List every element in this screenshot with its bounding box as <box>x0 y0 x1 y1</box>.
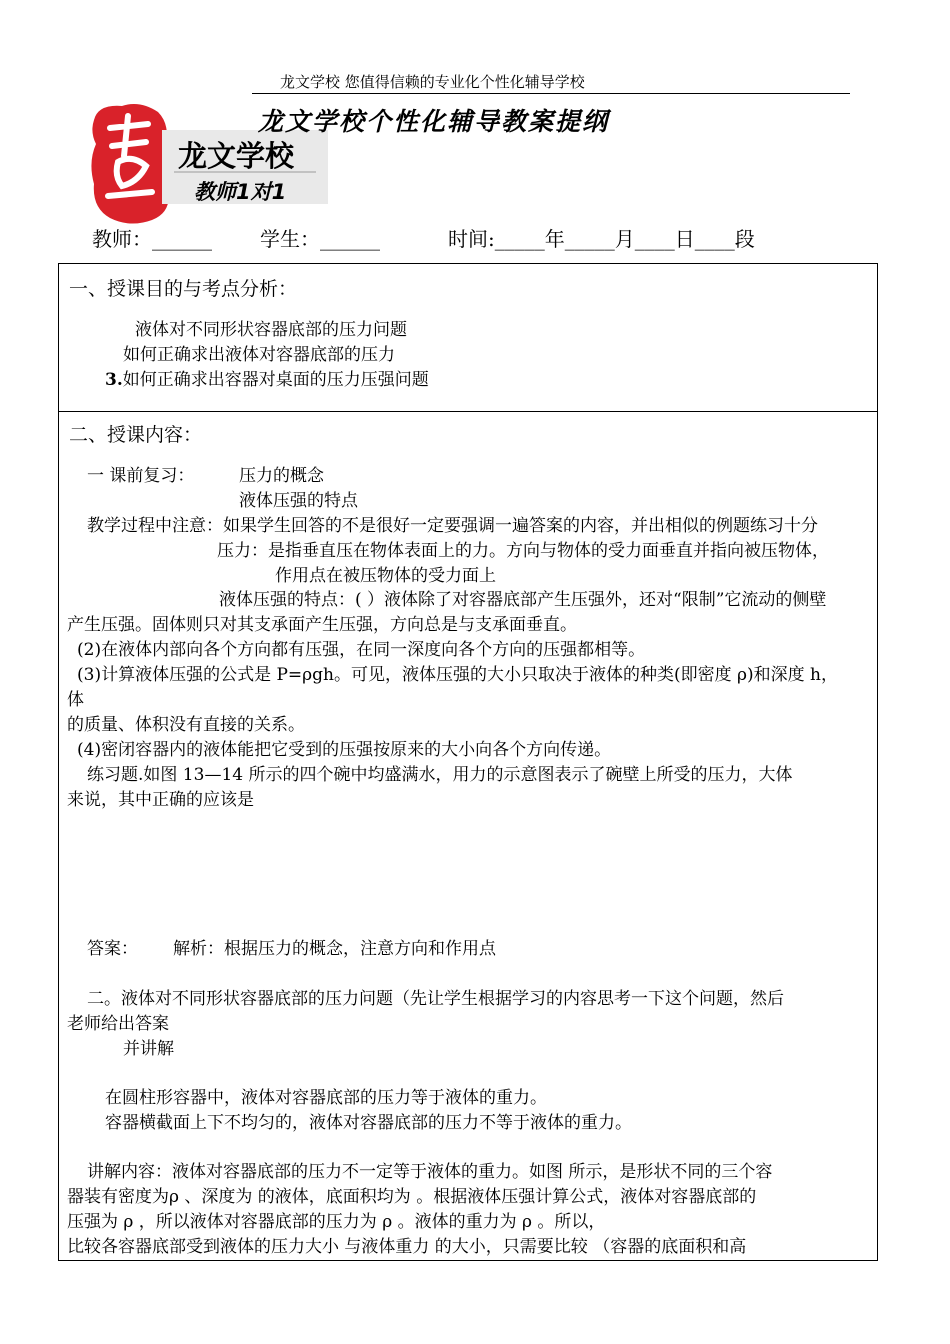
answer-label: 答案： <box>87 939 138 959</box>
content-line: 的质量、体积没有直接的关系。 <box>67 715 305 735</box>
header-tagline: 龙文学校 您值得信赖的专业化个性化辅导学校 <box>280 73 585 91</box>
objective-item <box>105 365 429 390</box>
content-line: 来说，其中正确的应该是 <box>67 790 254 810</box>
content-line: (4)密闭容器内的液体能把它受到的压强按原来的大小向各个方向传递。 <box>77 740 612 760</box>
logo-text-tagline: 教师1对1 <box>194 180 287 204</box>
student-field: 学生：______ <box>260 227 380 251</box>
content-line: 器装有密度为ρ 、深度为 的液体，底面积均为 。根据液体压强计算公式，液体对容器底部的 <box>67 1187 757 1207</box>
review-label: 一 课前复习： <box>87 466 195 486</box>
objective-item: 液体对不同形状容器底部的压力问题 <box>135 320 407 340</box>
content-line: 教学过程中注意：如果学生回答的不是很好一定要强调一遍答案的内容，并出相似的例题练习十分 <box>87 516 818 536</box>
content-line: 压强为 ρ ，所以液体对容器底部的压力为 ρ 。液体的重力为 ρ 。所以， <box>67 1212 606 1232</box>
content-line: (2)在液体内部向各个方向都有压强，在同一深度向各个方向的压强都相等。 <box>77 640 646 660</box>
time-field: 时间:_____年_____月____日____段 <box>448 227 755 251</box>
section2-heading: 二、授课内容： <box>69 424 203 446</box>
page-title: 龙文学校个性化辅导教案提纲 <box>258 107 610 136</box>
content-line: 容器横截面上下不均匀的，液体对容器底部的压力不等于液体的重力。 <box>105 1113 632 1133</box>
content-line: 作用点在被压物体的受力面上 <box>275 566 496 586</box>
header-rule <box>252 93 850 94</box>
content-line: 产生压强。固体则只对其支承面产生压强，方向总是与支承面垂直。 <box>67 615 577 635</box>
section1-heading: 一、授课目的与考点分析： <box>69 278 298 300</box>
logo-text-school: 龙文学校 <box>178 139 295 173</box>
objective-text: 如何正确求出容器对桌面的压力压强问题 <box>122 370 429 390</box>
review-item: 液体压强的特点 <box>239 491 358 511</box>
content-line: 老师给出答案 <box>67 1014 169 1034</box>
section-objectives <box>58 263 878 412</box>
review-item: 压力的概念 <box>239 466 324 486</box>
content-line: 体 <box>67 690 84 710</box>
teacher-field: 教师：______ <box>92 227 212 251</box>
content-line: 二。液体对不同形状容器底部的压力问题（先让学生根据学习的内容思考一下这个问题，然后 <box>87 989 784 1009</box>
objective-item: 如何正确求出液体对容器底部的压力 <box>123 345 395 365</box>
objective-number: 3. <box>105 370 123 390</box>
content-line: 并讲解 <box>123 1039 174 1059</box>
content-line: 压力：是指垂直压在物体表面上的力。方向与物体的受力面垂直并指向被压物体， <box>217 541 829 561</box>
content-line: 讲解内容：液体对容器底部的压力不一定等于液体的重力。如图 所示，是形状不同的三个容 <box>87 1162 773 1182</box>
analysis-text: 解析：根据压力的概念，注意方向和作用点 <box>173 939 496 959</box>
content-line: 液体压强的特点：( ）液体除了对容器底部产生压强外，还对“限制”它流动的侧壁 <box>219 590 827 610</box>
section-content <box>58 410 878 1261</box>
content-line: (3)计算液体压强的公式是 P=ρgh。可见，液体压强的大小只取决于液体的种类(即密度 ρ)和深度 h， <box>77 665 839 685</box>
content-line: 比较各容器底部受到液体的压力大小 与液体重力 的大小，只需要比较 （容器的底面积和高 <box>67 1237 747 1257</box>
content-line: 在圆柱形容器中，液体对容器底部的压力等于液体的重力。 <box>105 1088 547 1108</box>
content-line: 练习题.如图 13—14 所示的四个碗中均盛满水，用力的示意图表示了碗壁上所受的压力，大体 <box>87 765 793 785</box>
